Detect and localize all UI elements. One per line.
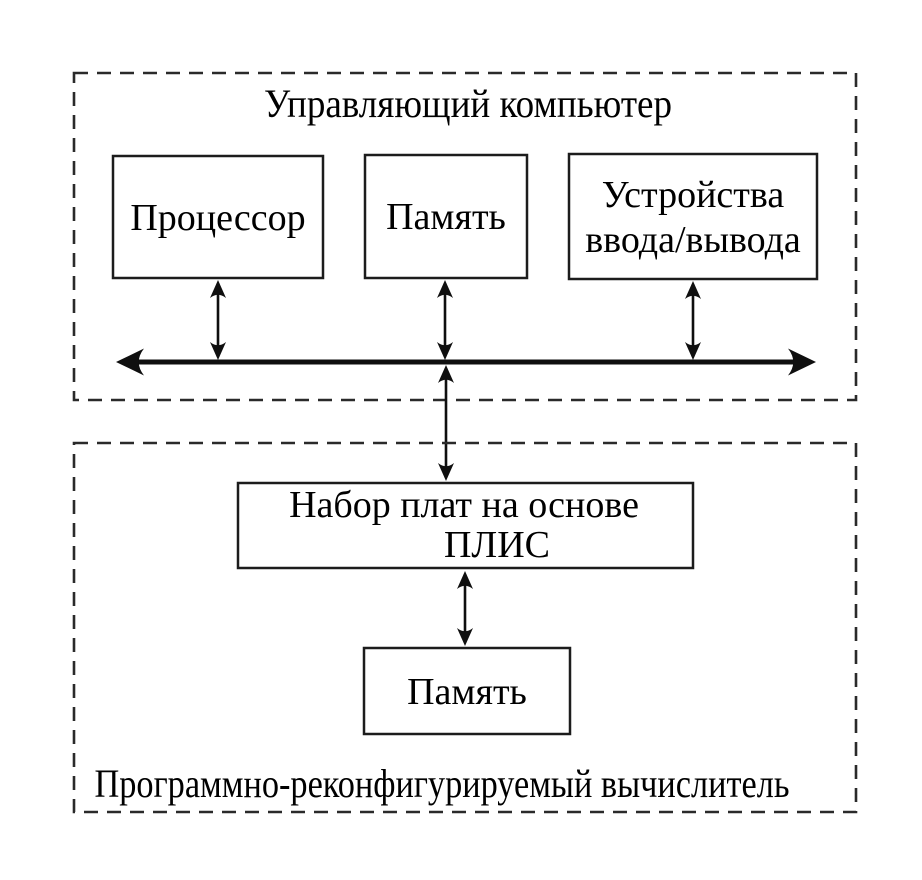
fpga-boards-label-line2: ПЛИС (443, 524, 551, 566)
memory-label: Память (386, 196, 506, 238)
io-devices-label-line2: ввода/вывода (585, 219, 801, 261)
control-computer-title: Управляющий компьютер (264, 81, 672, 126)
reconfigurable-computer-title: Программно-реконфигурируемый вычислитель (94, 761, 790, 806)
io-devices-label-line1: Устройства (601, 174, 785, 216)
fpga-boards-label-line1: Набор плат на основе (289, 484, 639, 526)
fpga-memory-label: Память (407, 671, 527, 713)
processor-label: Процессор (130, 197, 306, 239)
